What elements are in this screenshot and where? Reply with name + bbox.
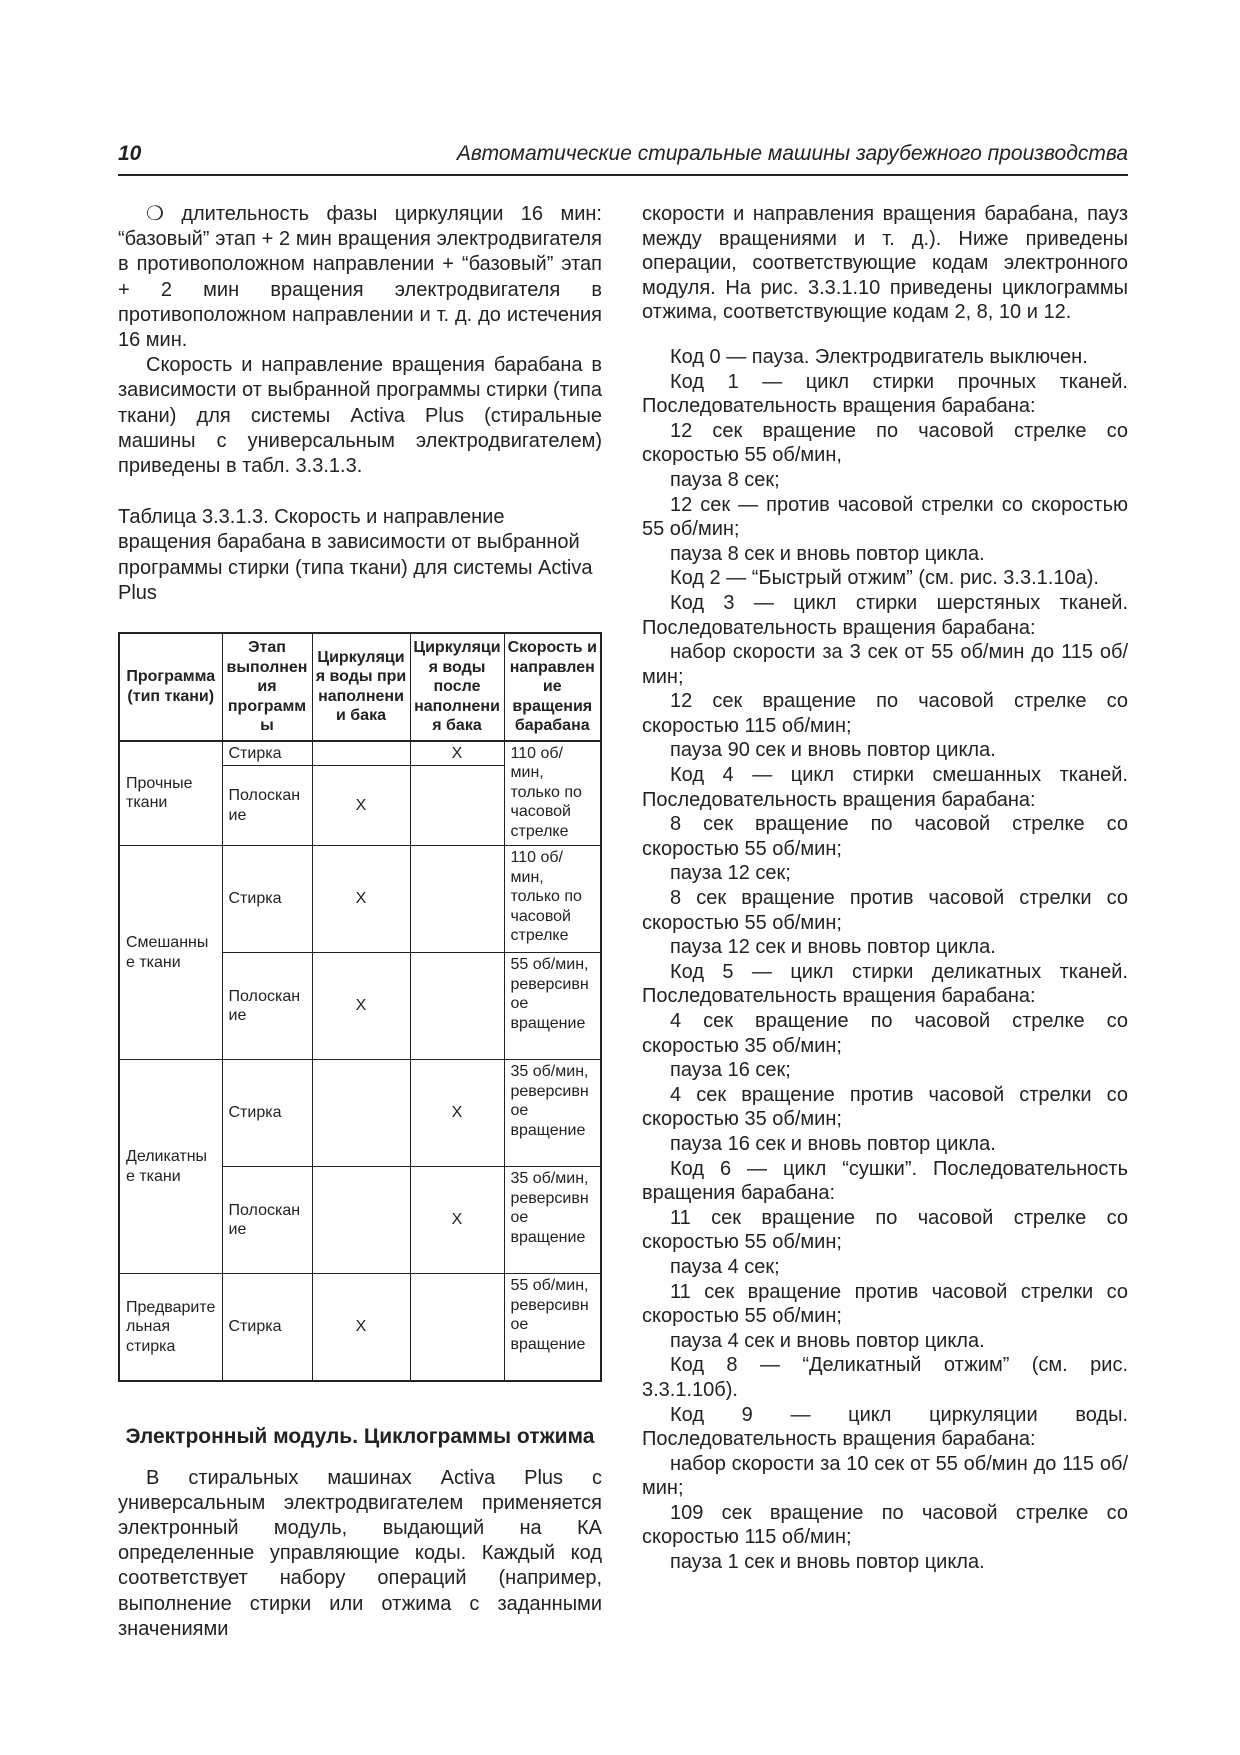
code-line: набор скорости за 10 сек от 55 об/мин до 115 об/мин; (642, 1452, 1128, 1500)
code-line: пауза 8 сек и вновь повтор цикла. (670, 542, 985, 565)
left-column (118, 202, 602, 1642)
table-row (119, 846, 601, 953)
program-cell: Смешанные ткани (119, 846, 222, 1060)
code-line: 4 сек вращение по часовой стрелке со скоростью 35 об/мин; (642, 1010, 1128, 1057)
paragraph: скорости и направления вращения барабана, пауз между вращениями и т. д.). Ниже приведены операции, соответствующие кодам электронного модуля. На рис. 3.3.1.10 приведены циклограммы отжима, соответствующие кодам 2, 8, 10 и 12. (642, 203, 1128, 324)
table-header: Циркуляция воды после наполнения бака (410, 633, 504, 741)
fill-cell (312, 1167, 410, 1274)
fill-cell: X (312, 953, 410, 1060)
stage-cell: Полоскание (222, 953, 312, 1060)
stage-cell: Стирка (222, 741, 312, 766)
speed-cell: 35 об/мин, реверсивное вращение (504, 1167, 601, 1274)
code-line: 11 сек вращение по часовой стрелке со скоростью 55 об/мин; (642, 1206, 1128, 1254)
after-cell (410, 953, 504, 1060)
speed-cell: 35 об/мин, реверсивное вращение (504, 1060, 601, 1167)
speed-table (118, 632, 602, 1382)
code-line: 11 сек вращение против часовой стрелки со скоростью 55 об/мин; (642, 1280, 1128, 1328)
code-line: пауза 90 сек и вновь повтор цикла. (670, 739, 996, 762)
code-line: пауза 12 сек и вновь повтор цикла. (670, 936, 996, 959)
code-line: пауза 8 сек; (670, 468, 780, 491)
code-line: пауза 4 сек и вновь повтор цикла. (670, 1329, 985, 1352)
speed-cell: 110 об/мин, только по часовой стрелке (504, 846, 601, 953)
stage-cell: Полоскание (222, 766, 312, 846)
code-line: пауза 1 сек и вновь повтор цикла. (670, 1551, 985, 1574)
speed-cell: 55 об/мин, реверсивное вращение (504, 953, 601, 1060)
program-cell: Прочные ткани (119, 741, 222, 846)
fill-cell (312, 1060, 410, 1167)
paragraph: В стиральных машинах Activa Plus с универсальным электродвигателем применяется электронный модуль, выдающий на КА определенные управляющие коды. Каждый код соответствует набору операций (например, выполнение стирки или отжима с заданными значениями (118, 1466, 602, 1640)
after-cell: X (410, 741, 504, 766)
code-line: пауза 16 сек и вновь повтор цикла. (670, 1132, 996, 1155)
stage-cell: Стирка (222, 846, 312, 953)
program-cell: Предварительная стирка (119, 1274, 222, 1381)
fill-cell: X (312, 846, 410, 953)
stage-cell: Стирка (222, 1060, 312, 1167)
stage-cell: Стирка (222, 1274, 312, 1381)
fill-cell (312, 741, 410, 766)
after-cell (410, 1274, 504, 1381)
speed-cell: 110 об/мин, только по часовой стрелке (504, 741, 601, 846)
running-title: Автоматические стиральные машины зарубежного производства (456, 142, 1128, 165)
table-row (119, 1060, 601, 1167)
code-line: 12 сек вращение по часовой стрелке со скоростью 55 об/мин, (642, 419, 1128, 467)
table-header: Скорость и направление вращения барабана (504, 633, 601, 741)
right-column (642, 202, 1128, 1575)
code-line: Код 3 — цикл стирки шерстяных тканей. Последовательность вращения барабана: (642, 591, 1128, 639)
code-line: Код 6 — цикл “сушки”. Последовательность вращения барабана: (642, 1157, 1128, 1205)
after-cell (410, 766, 504, 846)
code-line: 109 сек вращение по часовой стрелке со скоростью 115 об/мин; (642, 1501, 1128, 1549)
table-row (119, 1274, 601, 1381)
code-line: 12 сек вращение по часовой стрелке со скоростью 115 об/мин; (642, 690, 1128, 737)
table-header: Циркуляция воды при наполнении бака (312, 633, 410, 741)
code-line: Код 2 — “Быстрый отжим” (см. рис. 3.3.1.10а). (670, 567, 1099, 590)
program-cell: Деликатные ткани (119, 1060, 222, 1274)
table-row (119, 741, 601, 766)
table-header-row (119, 633, 601, 741)
page-number: 10 (118, 142, 142, 165)
code-line: пауза 4 сек; (670, 1255, 780, 1278)
code-line: Код 4 — цикл стирки смешанных тканей. Последовательность вращения барабана: (642, 764, 1128, 811)
code-line: пауза 12 сек; (670, 862, 791, 885)
code-line: Код 5 — цикл стирки деликатных тканей. Последовательность вращения барабана: (642, 960, 1128, 1008)
code-line: пауза 16 сек; (670, 1059, 791, 1082)
section-heading: Электронный модуль. Циклограммы отжима (125, 1424, 595, 1448)
code-list (642, 345, 1128, 1575)
code-line: набор скорости за 3 сек от 55 об/мин до 115 об/мин; (642, 641, 1128, 688)
fill-cell: X (312, 1274, 410, 1381)
fill-cell: X (312, 766, 410, 846)
code-line: Код 9 — цикл циркуляции воды. Последовательность вращения барабана: (642, 1403, 1128, 1451)
paragraph: Скорость и направление вращения барабана в зависимости от выбранной программы стирки (типа ткани) для системы Activa Plus (стиральные машины с универсальным электродвигателем) приведены в табл. 3.3.1.3. (118, 354, 602, 478)
stage-cell: Полоскание (222, 1167, 312, 1274)
code-line: 4 сек вращение против часовой стрелки со скоростью 35 об/мин; (642, 1083, 1128, 1131)
running-header (118, 138, 1128, 176)
paragraph: ❍ длительность фазы циркуляции 16 мин: “базовый” этап + 2 мин вращения электродвигателя в противоположном направлении + “базовый” этап + 2 мин вращения электродвигателя в противоположном направлении и т. д. до истечения 16 мин. (118, 203, 602, 352)
table-header: Программа (тип ткани) (119, 633, 222, 741)
code-line: Код 8 — “Деликатный отжим” (см. рис. 3.3.1.10б). (642, 1354, 1128, 1401)
after-cell (410, 846, 504, 953)
table-header: Этап выполнения программы (222, 633, 312, 741)
after-cell: X (410, 1167, 504, 1274)
code-line: Код 1 — цикл стирки прочных тканей. Последовательность вращения барабана: (642, 370, 1128, 418)
speed-cell: 55 об/мин, реверсивное вращение (504, 1274, 601, 1381)
after-cell: X (410, 1060, 504, 1167)
code-line: 12 сек — против часовой стрелки со скоростью 55 об/мин; (642, 493, 1128, 541)
code-line: 8 сек вращение по часовой стрелке со скоростью 55 об/мин; (642, 813, 1128, 860)
table-caption: Таблица 3.3.1.3. Скорость и направление вращения барабана в зависимости от выбранной программы стирки (типа ткани) для системы Activa Plus (118, 506, 593, 604)
code-line: Код 0 — пауза. Электродвигатель выключен. (670, 345, 1088, 368)
code-line: 8 сек вращение против часовой стрелки со скоростью 55 об/мин; (642, 887, 1128, 934)
